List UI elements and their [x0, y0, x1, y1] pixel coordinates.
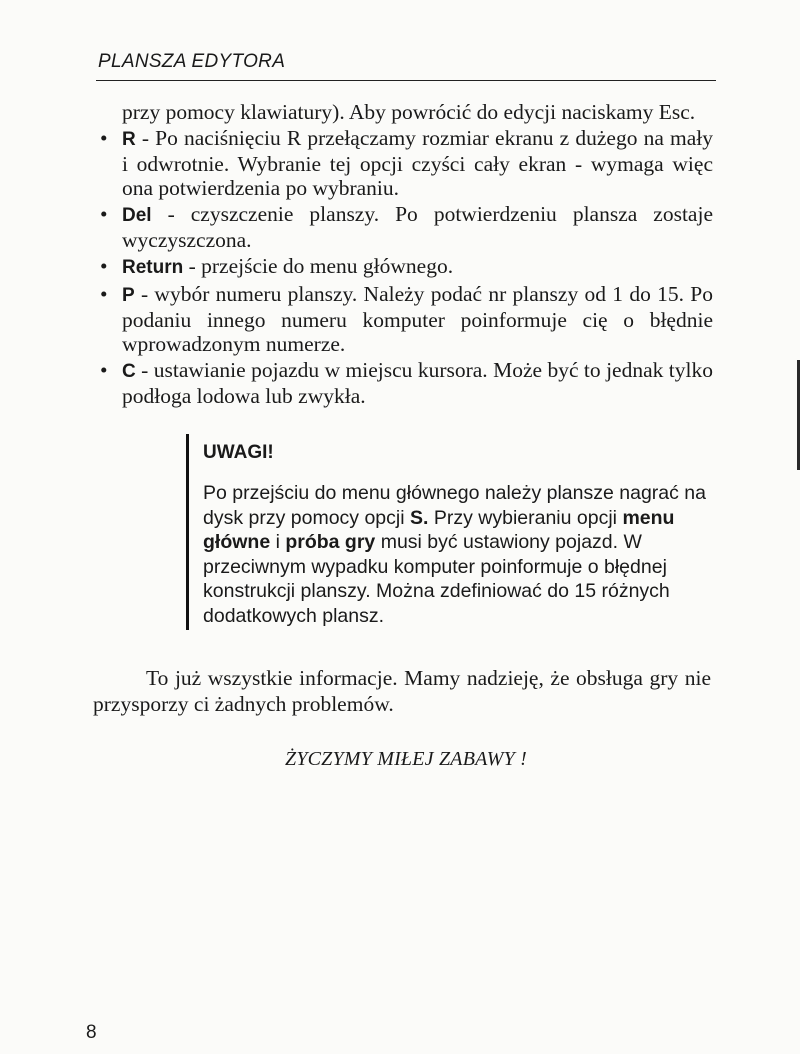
note-option-main-menu: menu główne	[203, 506, 675, 553]
key-description: - wybór numeru planszy. Należy podać nr planszy od 1 do 15. Po podaniu innego numeru komputer poinformuje cię o błędnie wprowadzonym numerze.	[122, 282, 713, 356]
key-description: - przejście do menu głównego.	[183, 254, 454, 278]
list-item	[93, 282, 713, 356]
section-title: PLANSZA EDYTORA	[98, 51, 286, 72]
farewell-text: ŻYCZYMY MIŁEJ ZABAWY !	[285, 748, 528, 770]
bullet-icon: •	[100, 358, 108, 382]
key-label: Return	[122, 257, 184, 278]
list-item	[93, 254, 713, 280]
key-description: - czyszczenie planszy. Po potwierdzeniu plansza zostaje wyczyszczona.	[122, 202, 713, 252]
page-number: 8	[86, 1022, 97, 1043]
page-header	[96, 50, 716, 81]
note-text: Po przejściu do menu głównego należy plansze nagrać na dysk przy pomocy opcji	[203, 482, 706, 529]
key-label: Del	[122, 205, 152, 226]
list-item	[93, 202, 713, 252]
note-box	[186, 434, 719, 630]
intro-paragraph: przy pomocy klawiatury). Aby powrócić do edycji naciskamy Esc.	[122, 100, 696, 124]
key-label: C	[122, 361, 136, 382]
bullet-icon: •	[100, 282, 108, 306]
note-body	[203, 481, 713, 628]
key-description: - Po naciśnięciu R przełączamy rozmiar ekranu z dużego na mały i odwrotnie. Wybranie tej opcji czyści cały ekran - wymaga więc ona potwierdzenia po wybraniu.	[122, 126, 713, 200]
bullet-icon: •	[100, 254, 108, 278]
note-option-s: S.	[410, 506, 429, 529]
key-list	[93, 126, 713, 408]
list-item	[93, 126, 713, 200]
note-text: Przy wybieraniu opcji	[428, 506, 623, 529]
bullet-icon: •	[100, 202, 108, 226]
instructions-body	[93, 100, 713, 408]
key-label: P	[122, 285, 135, 306]
note-title: UWAGI!	[203, 442, 274, 463]
closing-paragraph: To już wszystkie informacje. Mamy nadzieję, że obsługa gry nie przysporzy ci żadnych problemów.	[93, 666, 711, 716]
note-option-test-play: próba gry	[285, 531, 376, 553]
bullet-icon: •	[100, 126, 108, 150]
note-text: musi być ustawiony pojazd. W przeciwnym wypadku komputer poinformuje o błędnej konstrukcji planszy. Można zdefiniować do 15 różnych dodatkowych plansz.	[203, 531, 670, 627]
key-description: - ustawianie pojazdu w miejscu kursora. Może być to jednak tylko podłoga lodowa lub zwykła.	[122, 358, 713, 408]
list-item	[93, 358, 713, 408]
note-text: i	[270, 531, 286, 553]
key-label: R	[122, 129, 136, 150]
